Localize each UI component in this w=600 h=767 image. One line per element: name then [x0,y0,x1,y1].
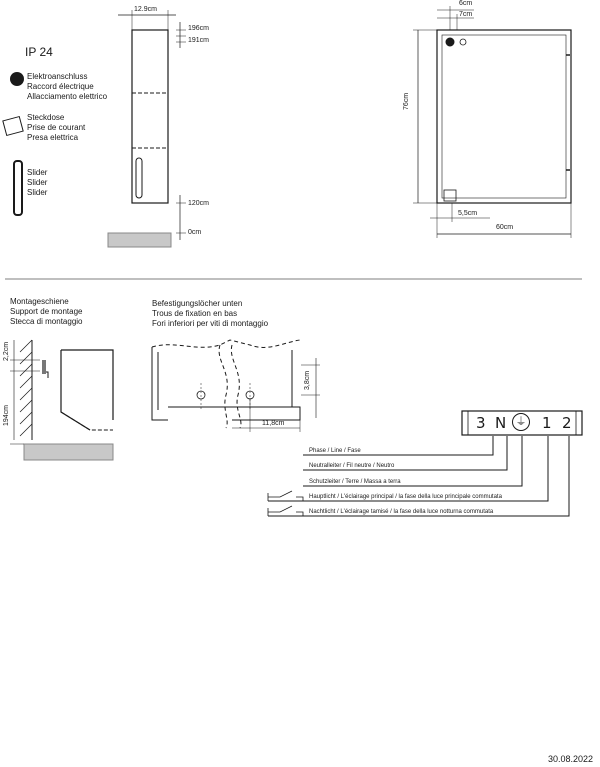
terminal-n: N [495,414,507,432]
legend-slider-2: Slider [27,178,48,187]
dim-3-8cm: 3,8cm [304,370,311,390]
legend-electrical-fr: Raccord électrique [27,82,94,91]
front-electrical-marker [446,38,454,46]
front-view-cabinet [437,30,571,203]
dim-0: 0cm [188,229,202,236]
wire-label-night-light: Nachtlicht / L'éclairage tamisé / la fase della luce notturna commutata [309,509,494,515]
legend-electrical-de: Elektroanschluss [27,72,88,81]
dim-5-5cm: 5,5cm [458,210,478,217]
rail-title-it: Stecca di montaggio [10,317,83,326]
dim-60cm: 60cm [496,224,514,231]
dim-191: 191cm [188,37,210,44]
rail-wall-hatch [20,340,32,436]
wire-label-main-light: Hauptlicht / L'éclairage principal / la fase della luce principale commutata [309,494,502,500]
legend-electrical-it: Allacciamento elettrico [27,92,108,101]
dim-11-8cm: 11,8cm [262,420,285,427]
dim-194cm: 194cm [3,404,10,426]
rail-title-de: Montageschiene [10,297,69,306]
switch-main [268,491,303,501]
wire-label-earth: Schutzleiter / Terre / Massa a terra [309,479,401,485]
side-view-cabinet [132,30,168,203]
dim-76cm: 76cm [403,92,410,110]
side-slider [136,158,142,198]
earth-icon: ⏚ [512,413,530,431]
legend-slider-1: Slider [27,168,48,177]
terminal-2: 2 [562,414,572,432]
legend-slider-3: Slider [27,188,48,197]
dim-2-2cm: 2,2cm [3,341,10,361]
holes-title-de: Befestigungslöcher unten [152,299,243,308]
dim-7cm: 7cm [459,11,473,18]
holes-title-it: Fori inferiori per viti di montaggio [152,319,269,328]
terminal-1: 1 [542,414,552,432]
switch-night [268,506,303,516]
terminal-3: 3 [476,414,486,432]
document-date: 30.08.2022 [548,754,594,764]
front-socket-box [444,190,456,201]
slider-icon [13,160,23,216]
wire-label-phase: Phase / Line / Fase [309,448,361,454]
holes-title-fr: Trous de fixation en bas [152,309,238,318]
dim-6cm: 6cm [459,0,473,7]
wire-label-neutral: Neutralleiter / Fil neutre / Neutro [309,463,395,469]
rail-title-fr: Support de montage [10,307,83,316]
electrical-connection-icon [10,72,24,86]
legend-socket-it: Presa elettrica [27,133,79,142]
legend-socket-de: Steckdose [27,113,65,122]
ip-rating: IP 24 [25,45,53,59]
dim-120: 120cm [188,200,210,207]
dim-side-width: 12.9cm [134,6,157,13]
dim-196: 196cm [188,25,210,32]
legend-socket-fr: Prise de courant [27,123,86,132]
